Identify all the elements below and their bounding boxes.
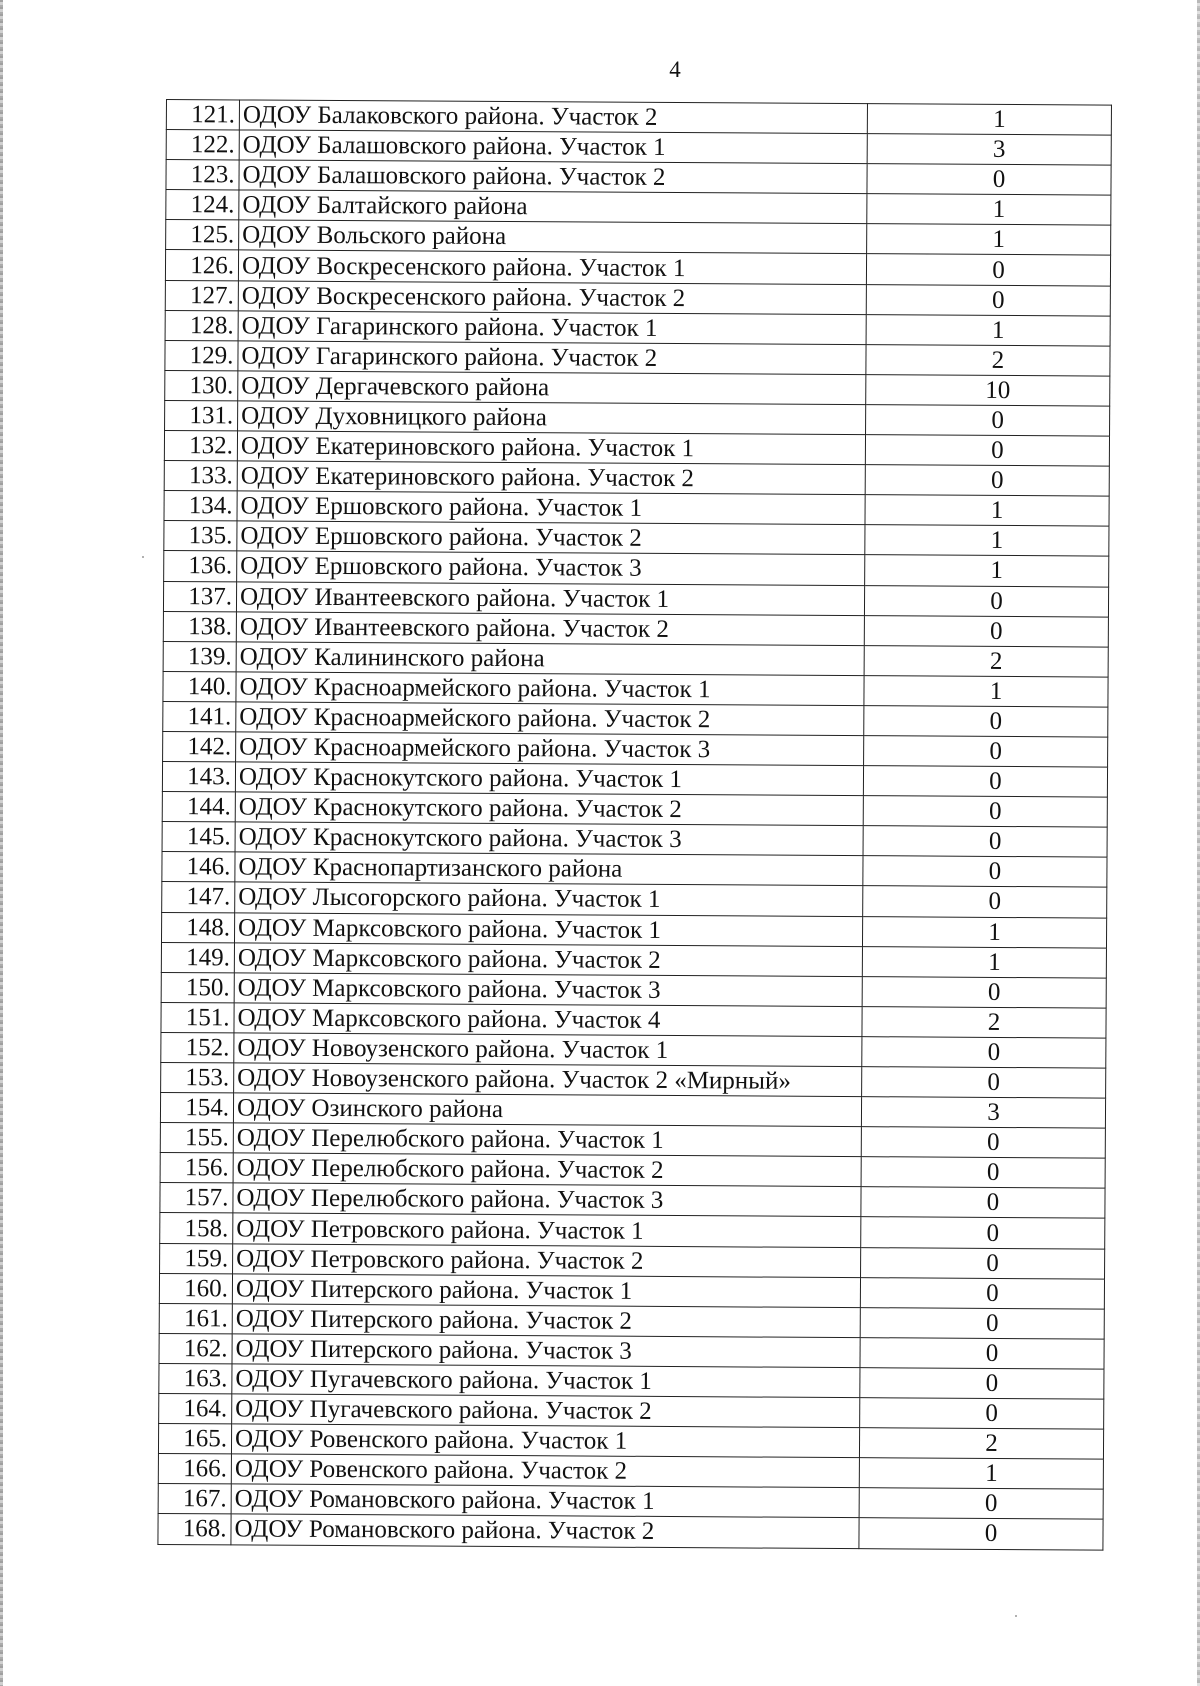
- row-name: ОДОУ Краснокутского района. Участок 1: [235, 762, 863, 796]
- row-value: 0: [863, 796, 1107, 828]
- row-value: 0: [866, 254, 1110, 286]
- row-number: 150.: [161, 972, 234, 1003]
- row-number: 158.: [160, 1213, 233, 1244]
- row-name: ОДОУ Краснопартизанского района: [235, 852, 863, 886]
- scan-speck: [142, 556, 144, 558]
- row-value: 0: [860, 1368, 1104, 1400]
- row-value: 0: [863, 856, 1107, 888]
- table-row: [158, 1514, 1103, 1550]
- row-number: 127.: [165, 280, 238, 311]
- row-name: ОДОУ Екатериновского района. Участок 1: [237, 431, 865, 465]
- table-body: [158, 100, 1112, 1550]
- row-name: ОДОУ Ершовского района. Участок 2: [237, 521, 865, 555]
- row-name: ОДОУ Калининского района: [236, 642, 864, 676]
- row-name: ОДОУ Воскресенского района. Участок 1: [238, 250, 866, 284]
- row-number: 122.: [166, 130, 239, 161]
- row-number: 143.: [162, 762, 235, 793]
- row-value: 2: [859, 1428, 1103, 1460]
- row-value: 0: [864, 585, 1108, 617]
- row-number: 141.: [163, 701, 236, 732]
- row-number: 165.: [158, 1424, 231, 1455]
- row-value: 0: [862, 976, 1106, 1008]
- row-name: ОДОУ Екатериновского района. Участок 2: [237, 461, 865, 495]
- row-number: 129.: [165, 340, 238, 371]
- row-number: 163.: [159, 1363, 232, 1394]
- row-name: ОДОУ Новоузенского района. Участок 1: [234, 1033, 862, 1067]
- row-name: ОДОУ Марксовского района. Участок 4: [234, 1003, 862, 1037]
- row-value: 1: [867, 194, 1111, 226]
- results-table: [157, 99, 1112, 1550]
- row-number: 168.: [158, 1514, 231, 1545]
- row-name: ОДОУ Ершовского района. Участок 1: [237, 491, 865, 525]
- row-name: ОДОУ Вольского района: [239, 220, 867, 254]
- row-value: 0: [859, 1488, 1103, 1520]
- row-number: 166.: [158, 1454, 231, 1485]
- row-value: 1: [865, 555, 1109, 587]
- row-name: ОДОУ Марксовского района. Участок 2: [234, 943, 862, 977]
- row-value: 0: [862, 1067, 1106, 1099]
- row-value: 0: [860, 1337, 1104, 1369]
- row-value: 2: [862, 1006, 1106, 1038]
- row-value: 0: [863, 766, 1107, 798]
- row-name: ОДОУ Краснокутского района. Участок 2: [235, 792, 863, 826]
- row-number: 131.: [165, 400, 238, 431]
- row-name: ОДОУ Балашовского района. Участок 2: [239, 160, 867, 194]
- row-name: ОДОУ Гагаринского района. Участок 2: [238, 341, 866, 375]
- row-value: 0: [860, 1398, 1104, 1430]
- row-name: ОДОУ Балтайского района: [239, 190, 867, 224]
- row-number: 126.: [165, 250, 238, 281]
- row-number: 156.: [160, 1153, 233, 1184]
- row-name: ОДОУ Красноармейского района. Участок 2: [236, 702, 864, 736]
- row-name: ОДОУ Ивантеевского района. Участок 1: [236, 581, 864, 615]
- row-value: 2: [866, 344, 1110, 376]
- row-number: 136.: [164, 551, 237, 582]
- row-value: 0: [861, 1157, 1105, 1189]
- row-name: ОДОУ Перелюбского района. Участок 2: [233, 1153, 861, 1187]
- row-number: 146.: [162, 852, 235, 883]
- row-number: 167.: [158, 1484, 231, 1515]
- row-value: 1: [865, 495, 1109, 527]
- row-value: 3: [861, 1097, 1105, 1129]
- row-name: ОДОУ Новоузенского района. Участок 2 «Мирный»: [234, 1063, 862, 1097]
- row-number: 142.: [163, 731, 236, 762]
- row-name: ОДОУ Пугачевского района. Участок 1: [232, 1364, 860, 1398]
- row-value: 0: [864, 736, 1108, 768]
- row-name: ОДОУ Воскресенского района. Участок 2: [238, 280, 866, 314]
- row-value: 0: [864, 706, 1108, 738]
- row-value: 1: [866, 314, 1110, 346]
- row-number: 154.: [160, 1093, 233, 1124]
- row-name: ОДОУ Ершовского района. Участок 3: [237, 551, 865, 585]
- row-value: 0: [863, 826, 1107, 858]
- row-value: 1: [867, 224, 1111, 256]
- row-number: 148.: [161, 912, 234, 943]
- row-name: ОДОУ Перелюбского района. Участок 1: [233, 1123, 861, 1157]
- row-value: 0: [866, 405, 1110, 437]
- row-name: ОДОУ Духовницкого района: [238, 401, 866, 435]
- row-value: 0: [861, 1247, 1105, 1279]
- row-name: ОДОУ Балаковского района. Участок 2: [239, 100, 867, 134]
- row-value: 1: [859, 1458, 1103, 1490]
- row-name: ОДОУ Питерского района. Участок 3: [232, 1334, 860, 1368]
- row-name: ОДОУ Марксовского района. Участок 3: [234, 973, 862, 1007]
- row-name: ОДОУ Петровского района. Участок 2: [233, 1243, 861, 1277]
- row-value: 0: [861, 1127, 1105, 1159]
- row-number: 135.: [164, 521, 237, 552]
- row-number: 133.: [164, 461, 237, 492]
- row-number: 157.: [160, 1183, 233, 1214]
- row-value: 0: [862, 1037, 1106, 1069]
- scan-edge-left: [0, 0, 3, 1686]
- row-name: ОДОУ Петровского района. Участок 1: [233, 1213, 861, 1247]
- row-name: ОДОУ Перелюбского района. Участок 3: [233, 1183, 861, 1217]
- row-number: 160.: [159, 1273, 232, 1304]
- row-name: ОДОУ Марксовского района. Участок 1: [234, 912, 862, 946]
- row-value: 0: [859, 1518, 1103, 1550]
- row-value: 0: [863, 886, 1107, 918]
- row-number: 162.: [159, 1333, 232, 1364]
- row-number: 128.: [165, 310, 238, 341]
- row-value: 0: [860, 1307, 1104, 1339]
- page-number: 4: [669, 57, 681, 82]
- row-number: 137.: [163, 581, 236, 612]
- row-name: ОДОУ Питерского района. Участок 1: [232, 1274, 860, 1308]
- row-value: 1: [867, 104, 1111, 136]
- scan-speck: [1015, 1615, 1017, 1617]
- row-name: ОДОУ Питерского района. Участок 2: [232, 1304, 860, 1338]
- row-name: ОДОУ Красноармейского района. Участок 1: [236, 672, 864, 706]
- row-number: 139.: [163, 641, 236, 672]
- row-number: 140.: [163, 671, 236, 702]
- row-number: 123.: [166, 160, 239, 191]
- row-value: 0: [866, 284, 1110, 316]
- row-number: 149.: [161, 942, 234, 973]
- row-number: 155.: [160, 1123, 233, 1154]
- row-value: 0: [865, 435, 1109, 467]
- row-value: 0: [867, 164, 1111, 196]
- row-number: 138.: [163, 611, 236, 642]
- row-value: 1: [862, 946, 1106, 978]
- row-number: 153.: [161, 1062, 234, 1093]
- row-name: ОДОУ Красноармейского района. Участок 3: [236, 732, 864, 766]
- row-name: ОДОУ Ровенского района. Участок 2: [231, 1454, 859, 1488]
- row-value: 0: [864, 615, 1108, 647]
- row-number: 152.: [161, 1032, 234, 1063]
- row-value: 0: [861, 1217, 1105, 1249]
- row-value: 1: [864, 675, 1108, 707]
- row-value: 10: [866, 375, 1110, 407]
- row-value: 0: [861, 1187, 1105, 1219]
- row-name: ОДОУ Озинского района: [233, 1093, 861, 1127]
- row-number: 147.: [162, 882, 235, 913]
- row-name: ОДОУ Романовского района. Участок 2: [231, 1514, 859, 1548]
- row-value: 0: [865, 465, 1109, 497]
- row-number: 125.: [166, 220, 239, 251]
- row-value: 2: [864, 645, 1108, 677]
- row-number: 130.: [165, 370, 238, 401]
- row-name: ОДОУ Лысогорского района. Участок 1: [235, 882, 863, 916]
- row-value: 1: [862, 916, 1106, 948]
- row-number: 164.: [159, 1394, 232, 1425]
- row-number: 145.: [162, 822, 235, 853]
- row-number: 134.: [164, 491, 237, 522]
- row-number: 159.: [160, 1243, 233, 1274]
- row-value: 0: [860, 1277, 1104, 1309]
- row-number: 121.: [166, 100, 239, 131]
- row-number: 151.: [161, 1002, 234, 1033]
- row-number: 132.: [164, 431, 237, 462]
- row-name: ОДОУ Романовского района. Участок 1: [231, 1484, 859, 1518]
- row-name: ОДОУ Гагаринского района. Участок 1: [238, 311, 866, 345]
- row-value: 1: [865, 525, 1109, 557]
- row-value: 3: [867, 134, 1111, 166]
- row-name: ОДОУ Ивантеевского района. Участок 2: [236, 612, 864, 646]
- row-name: ОДОУ Краснокутского района. Участок 3: [235, 822, 863, 856]
- row-name: ОДОУ Ровенского района. Участок 1: [231, 1424, 859, 1458]
- row-number: 161.: [159, 1303, 232, 1334]
- row-number: 144.: [162, 792, 235, 823]
- row-name: ОДОУ Пугачевского района. Участок 2: [232, 1394, 860, 1428]
- row-name: ОДОУ Балашовского района. Участок 1: [239, 130, 867, 164]
- row-name: ОДОУ Дергачевского района: [238, 371, 866, 405]
- row-number: 124.: [166, 190, 239, 221]
